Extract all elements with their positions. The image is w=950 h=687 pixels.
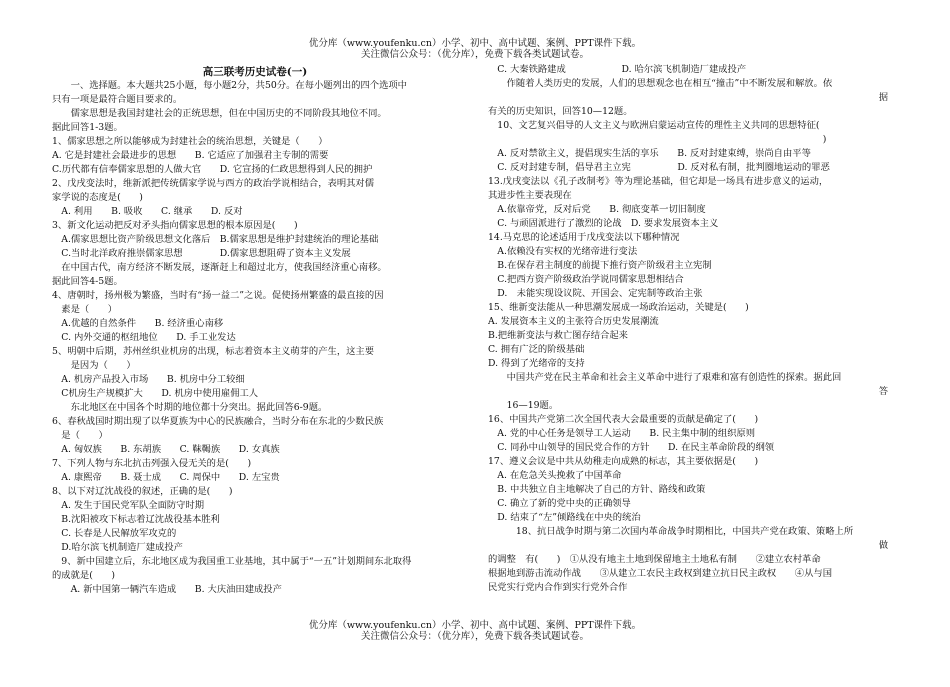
text-line: 答 [878, 386, 888, 397]
text-line: 根据地到游击流动作战 ③从建立工农民主政权到建立抗日民主政权 ④从与国 [488, 568, 832, 579]
text-line: 一、选择题。本大题共25小题，每小题2分，共50分。在每小题列出的四个选项中 [52, 80, 407, 91]
header-line-1: 优分库（www.youfenku.cn）小学、初中、高中试题、案例、PPT课件下载。 [308, 38, 642, 49]
right-column-text [488, 63, 888, 595]
text-line: 据 [878, 92, 888, 103]
text-line: A. 利用 B. 吸收 C. 继承 D. 反对 [52, 206, 243, 217]
text-line: A. 党的中心任务是领导工人运动 B. 民主集中制的组织原则 [488, 428, 756, 439]
text-line: A. 匈奴族 B. 东胡族 C. 靺鞨族 D. 女真族 [52, 444, 280, 455]
text-line: 东北地区在中国各个时期的地位都十分突出。据此回答6-9题。 [52, 402, 328, 413]
left-column [52, 63, 458, 597]
text-line: 3、新文化运动把反对矛头指向儒家思想的根本原因是( ) [52, 220, 298, 231]
text-line: 1、儒家思想之所以能够成为封建社会的统治思想，关键是（ ） [52, 136, 328, 147]
text-line: A. 在危急关头挽救了中国革命 [488, 470, 622, 481]
text-line: D. 结束了“左”倾路线在中央的统治 [488, 512, 641, 523]
text-line: 16、中国共产党第二次全国代表大会最重要的贡献是确定了( ) [488, 414, 759, 425]
text-line: B. 中共独立自主地解决了自己的方针、路线和政策 [488, 484, 706, 495]
text-line: 17、遵义会议是中共从幼稚走向成熟的标志，其主要依据是( ) [488, 456, 759, 467]
text-line: C. 拥有广泛的阶级基础 [488, 344, 585, 355]
text-line: 7、下列人物与东北抗击列强入侵无关的是( ) [52, 458, 252, 469]
text-line: 的调整 有( ) ①从没有地主土地到保留地主土地私有制 ②建立农村革命 [488, 554, 821, 565]
text-line: A. 机房产品投入市场 B. 机房中分工较细 [52, 374, 245, 385]
text-line: 的成就是( ) [52, 570, 116, 581]
text-line: 儒家思想是我国封建社会的正统思想，但在中国历史的不同阶段其地位不同。 [52, 108, 387, 119]
text-line: A. 发展资本主义的主张符合历史发展潮流 [488, 316, 659, 327]
text-line: 10、文艺复兴倡导的人文主义与欧洲启蒙运动宣传的理性主义共同的思想特征( [488, 120, 820, 131]
text-line: A. 新中国第一辆汽车造成 B. 大庆油田建成投产 [52, 584, 282, 595]
text-line: 5、明朝中后期，苏州丝织业机房的出现，标志着资本主义萌芽的产生，这主要 [52, 346, 375, 357]
text-line: C. 大秦铁路建成 D. 哈尔滨飞机制造厂建成投产 [488, 64, 747, 75]
text-line: 15、维新变法能从一种思潮发展成一场政治运动，关键是( ) [488, 302, 749, 313]
text-line: C. 确立了新的党中央的正确领导 [488, 498, 631, 509]
text-line: 18、抗日战争时期与第二次国内革命战争时期相比，中国共产党在政策、策略上所 [488, 526, 854, 537]
text-line: C. 反对封建专制，倡导君主立宪 D. 反对私有制，批判圈地运动的罪恶 [488, 162, 830, 173]
text-line: B.在保存君主制度的前提下推行资产阶级君主立宪制 [488, 260, 712, 271]
text-line: D. 得到了光绪帝的支持 [488, 358, 585, 369]
text-line: 在中国古代，南方经济不断发展，逐渐赶上和超过北方，使我国经济重心南移。 [52, 262, 387, 273]
page-header [0, 38, 950, 60]
right-column [488, 63, 888, 595]
text-line: 13.戊戌变法以《孔子改制考》等为理论基础，但它却是一场具有进步意义的运动， [488, 176, 829, 187]
text-line: 民党实行党内合作到实行党外合作 [488, 582, 628, 593]
text-line: D.哈尔滨飞机制造厂建成投产 [52, 542, 183, 553]
text-line: 16—19题。 [488, 400, 559, 411]
text-line: 4、唐朝时，扬州极为繁盛，当时有“扬一益二”之说。促使扬州繁盛的最直接的因 [52, 290, 384, 301]
text-line: A. 反对禁欲主义，提倡现实生活的享乐 B. 反对封建束缚，崇尚自由平等 [488, 148, 811, 159]
text-line: 家学说的态度是( ) [52, 192, 143, 203]
text-line: B.沈阳被攻下标志着辽沈战役基本胜利 [52, 514, 220, 525]
text-line: A.依靠帝党，反对后党 B. 彻底变革一切旧制度 [488, 204, 706, 215]
text-line: C.历代都有信奉儒家思想的人做大官 D. 它宣扬的仁政思想得到人民的拥护 [52, 164, 373, 175]
page-footer [0, 620, 950, 642]
text-line: C.把西方资产阶级政治学说同儒家思想相结合 [488, 274, 684, 285]
text-line: 素是（ ） [52, 304, 118, 315]
text-line: C机房生产规模扩大 D. 机房中使用雇佣工人 [52, 388, 259, 399]
text-line: 2、戊戌变法时，维新派把传统儒家学说与西方的政治学说相结合，表明其对儒 [52, 178, 375, 189]
left-column-text [52, 79, 458, 597]
text-line: C. 与顽固派进行了激烈的论战 D. 要求发展资本主义 [488, 218, 719, 229]
text-line: 据此回答4-5题。 [52, 276, 123, 287]
header-line-2: 关注微信公众号：（优分库），免费下载各类试题试卷。 [360, 49, 589, 60]
text-line: 是（ ） [52, 430, 108, 441]
text-line: 做 [878, 540, 888, 551]
text-line: 是因为（ ） [52, 360, 136, 371]
text-line: A. 它是封建社会最进步的思想 B. 它适应了加强君主专制的需要 [52, 150, 329, 161]
text-line: 9、新中国建立后，东北地区成为我国重工业基地，其中属于“一五”计划期间东北取得 [52, 556, 412, 567]
text-line: A.优越的自然条件 B. 经济重心南移 [52, 318, 224, 329]
text-line: A.儒家思想比资产阶级思想文化落后 B.儒家思想是维护封建统治的理论基础 [52, 234, 379, 245]
text-line: 据此回答1-3题。 [52, 122, 123, 133]
text-line: 作随着人类历史的发展，人们的思想观念也在相互“撞击”中不断发展和解放。依 [488, 78, 833, 89]
text-line: 6、春秋战国时期出现了以华夏族为中心的民族融合，当时分布在东北的少数民族 [52, 416, 384, 427]
text-line: 只有一项是最符合题目要求的。 [52, 94, 183, 105]
text-line: 其进步性主要表现在 [488, 190, 572, 201]
text-line: A. 发生于国民党军队全面防守时期 [52, 500, 205, 511]
text-line: C. 内外交通的枢纽地位 D. 手工业发达 [52, 332, 236, 343]
footer-line-2: 关注微信公众号：（优分库），免费下载各类试题试卷。 [360, 631, 589, 642]
text-line: B.把维新变法与救亡图存结合起来 [488, 330, 628, 341]
text-line: 14.马克思的论述适用于戊戌变法以下哪种情况 [488, 232, 680, 243]
text-line: A.依赖没有实权的光绪帝进行变法 [488, 246, 638, 257]
text-line: 8、以下对辽沈战役的叙述，正确的是( ) [52, 486, 233, 497]
text-line: C. 长春是人民解放军攻克的 [52, 528, 177, 539]
text-line: A. 康熙帝 B. 聂士成 C. 周保中 D. 左宝贵 [52, 472, 280, 483]
text-line: C. 同孙中山领导的国民党合作的方针 D. 在民主革命阶段的纲领 [488, 442, 775, 453]
exam-title: 高三联考历史试卷(一) [202, 66, 308, 78]
text-line: 有关的历史知识，回答10—12题。 [488, 106, 633, 117]
text-line: ) [488, 134, 827, 145]
text-line: 中国共产党在民主革命和社会主义革命中进行了艰难和富有创造性的探索。据此回 [488, 372, 842, 383]
text-line: D. 未能实现设议院、开国会、定宪制等政治主张 [488, 288, 703, 299]
footer-line-1: 优分库（www.youfenku.cn）小学、初中、高中试题、案例、PPT课件下载。 [308, 620, 642, 631]
text-line: C.当时北洋政府推崇儒家思想 D.儒家思想阻碍了资本主义发展 [52, 248, 351, 259]
